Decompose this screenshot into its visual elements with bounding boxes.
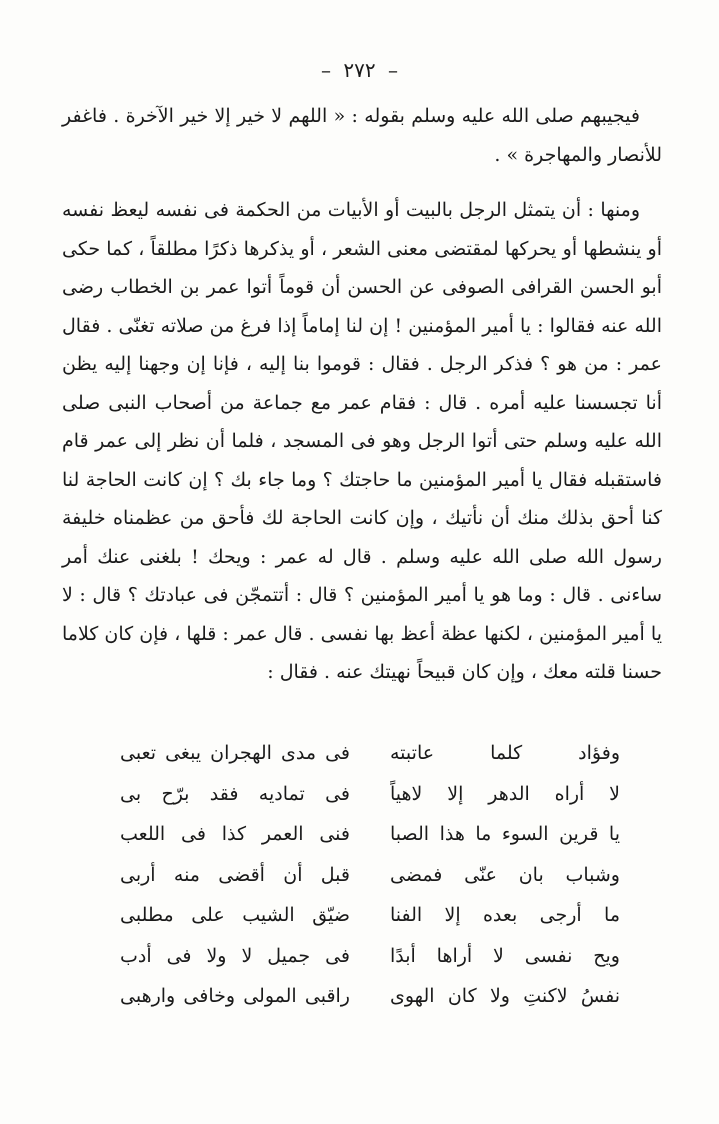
- poem-verse-3: [120, 814, 620, 855]
- poem-verse-2: [120, 774, 620, 815]
- verse-1-first-hemistich: وفؤاد كلما عاتبته: [390, 742, 620, 764]
- poem-verse-5: [120, 895, 620, 936]
- verse-5-second-hemistich: ضيّق الشيب على مطلبى: [120, 904, 350, 926]
- poem-verse-7: [120, 976, 620, 1017]
- verse-7-first-hemistich: نفسُ لاكنتِ ولا كان الهوى: [390, 985, 620, 1007]
- paragraph-2: ومنها : أن يتمثل الرجل بالبيت أو الأبيات من الحكمة فى نفسه ليعظ نفسه أو ينشطها أو يحركها لمقتضى معنى الشعر ، أو يذكرها ذكرًا مطلقاً ، كما حكى أبو الحسن القرافى الصوفى عن الحسن أن قوماً أتوا عمر بن الخطاب رضى الله عنه فقالوا : يا أمير المؤمنين ! إن لنا إماماً إذا فرغ من صلاته تغنّى . فقال عمر : من هو ؟ فذكر الرجل . فقال : قوموا بنا إليه ، فإنا إن وجهنا إليه يظن أنا تجسسنا عليه أمره . قال : فقام عمر مع جماعة من أصحاب النبى صلى الله عليه وسلم حتى أتوا الرجل وهو فى المسجد ، فلما أن نظر إلى عمر قام فاستقبله فقال يا أمير المؤمنين ما حاجتك ؟ وما جاء بك ؟ إن كانت الحاجة لنا كنا أحق بذلك منك أن نأتيك ، وإن كانت الحاجة لك فأحق من عظمناه خليفة رسول الله صلى الله عليه وسلم . قال له عمر : ويحك ! بلغنى عنك أمر ساءنى . قال : وما هو يا أمير المؤمنين ؟ قال : أتتمجّن فى عبادتك ؟ قال : لا يا أمير المؤمنين ، لكنها عظة أعظ بها نفسى . قال عمر : قلها ، فإن كان كلاما حسنا قلته معك ، وإن كان قبيحاً نهيتك عنه . فقال :: [62, 199, 662, 683]
- paragraph-block-1: [62, 97, 662, 174]
- verse-7-second-hemistich: راقبى المولى وخافى وارهبى: [120, 985, 350, 1007]
- paragraph-1: فيجيبهم صلى الله عليه وسلم بقوله : « اللهم لا خير إلا خير الآخرة . فاغفر للأنصار والمهاجرة » .: [62, 105, 662, 166]
- verse-1-second-hemistich: فى مدى الهجران يبغى تعبى: [120, 742, 350, 764]
- poem-verse-4: [120, 855, 620, 896]
- page-number: [0, 58, 719, 82]
- page-number-dash-left: –: [321, 58, 332, 82]
- poem-verse-1: [120, 733, 620, 774]
- verse-3-second-hemistich: فنى العمر كذا فى اللعب: [120, 823, 350, 845]
- verse-2-first-hemistich: لا أراه الدهر إلا لاهياً: [390, 782, 620, 805]
- verse-2-second-hemistich: فى تماديه فقد برّح بى: [120, 782, 350, 805]
- page-number-dash-right: –: [387, 58, 398, 82]
- verse-5-first-hemistich: ما أرجى بعده إلا الفنا: [390, 904, 620, 926]
- page-number-value: ٢٧٢: [343, 58, 376, 82]
- verse-3-first-hemistich: يا قرين السوء ما هذا الصبا: [390, 823, 620, 845]
- poem-verse-6: [120, 936, 620, 977]
- paragraph-block-2: [62, 191, 662, 692]
- poem: [120, 733, 620, 1017]
- verse-6-first-hemistich: ويح نفسى لا أراها أبدًا: [390, 944, 620, 967]
- verse-4-second-hemistich: قبل أن أقضى منه أربى: [120, 863, 350, 886]
- verse-6-second-hemistich: فى جميل لا ولا فى أدب: [120, 944, 350, 967]
- verse-4-first-hemistich: وشباب بان عنّى فمضى: [390, 863, 620, 886]
